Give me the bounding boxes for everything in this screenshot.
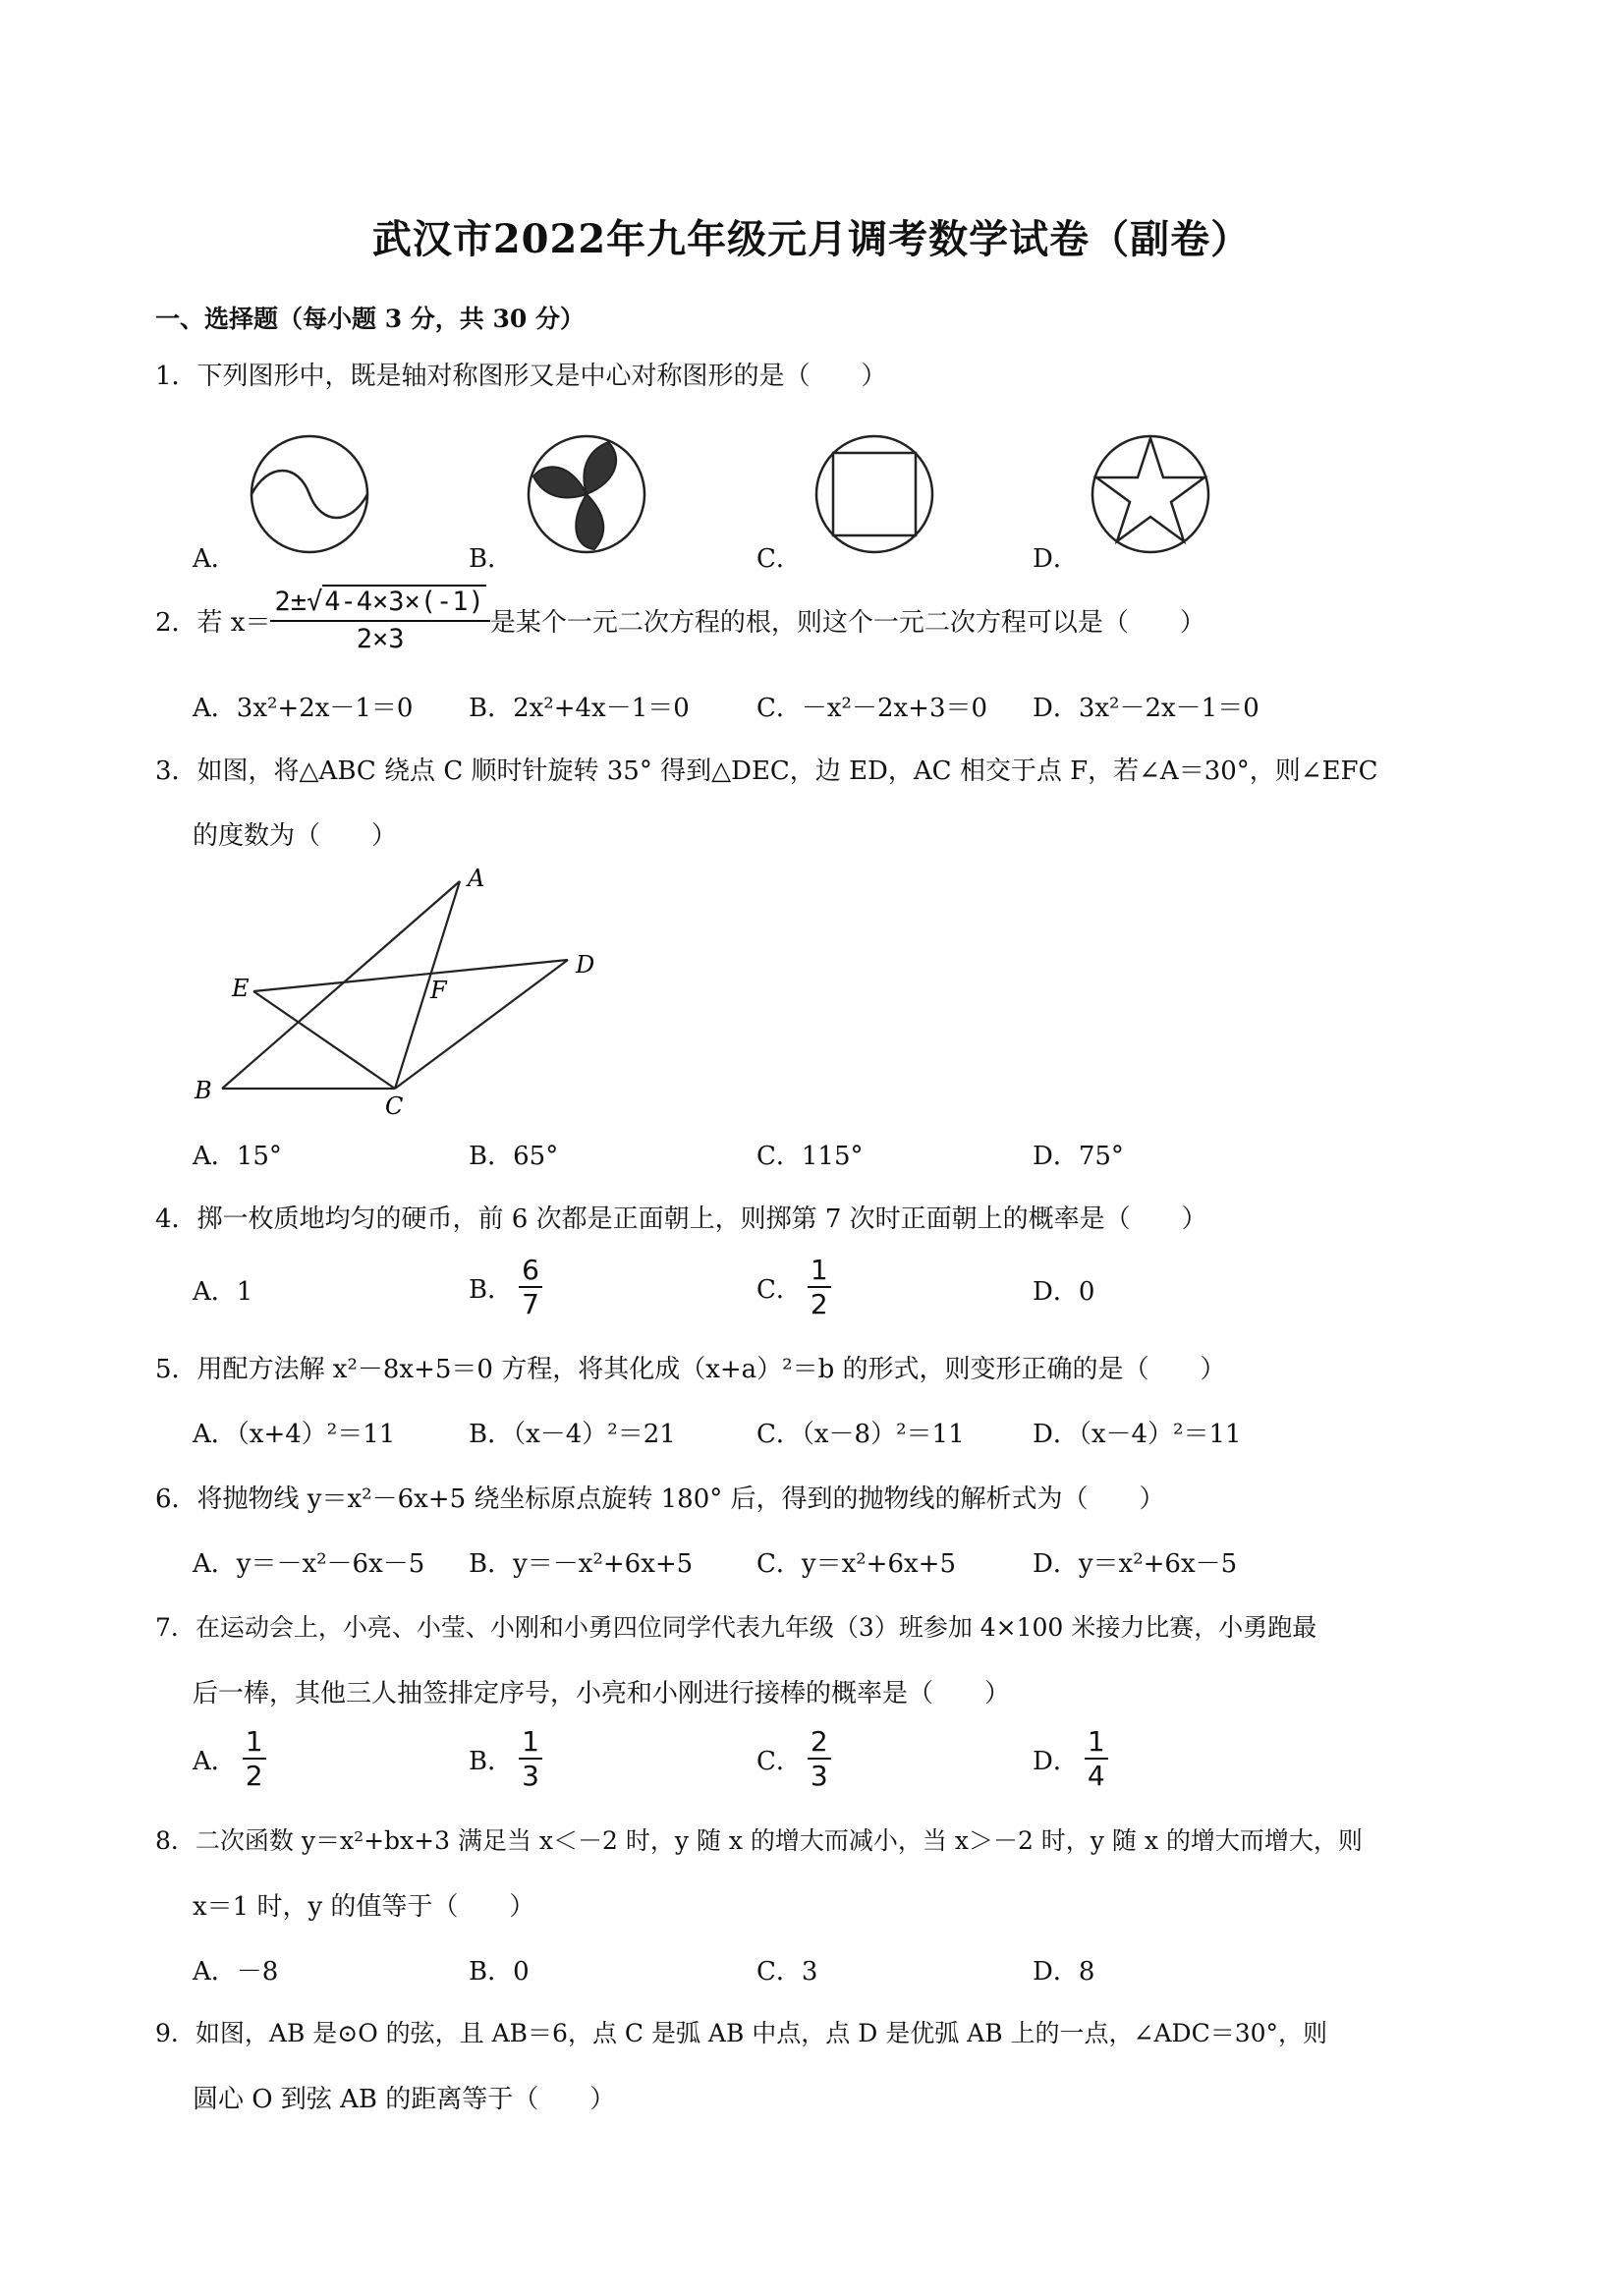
frac-den: 2 bbox=[810, 1288, 828, 1321]
q7-option-c-label: C． bbox=[756, 1746, 802, 1776]
q7-option-a bbox=[193, 1727, 266, 1791]
question-6-text: 6．将抛物线 y＝x²－6x+5 绕坐标原点旋转 180° 后，得到的抛物线的解析式为（ ） bbox=[155, 1484, 1165, 1514]
question-4-text: 4．掷一枚质地均匀的硬币，前 6 次都是正面朝上，则掷第 7 次时正面朝上的概率是（ ） bbox=[155, 1204, 1207, 1234]
q8-option-d: D．8 bbox=[1033, 1957, 1095, 1987]
q4-option-a: A．1 bbox=[193, 1277, 253, 1307]
question-5-text: 5．用配方法解 x²－8x+5＝0 方程，将其化成（x+a）²＝b 的形式，则变形正确的是（ ） bbox=[155, 1355, 1226, 1384]
point-a-label: A bbox=[468, 865, 485, 892]
q6-option-d: D．y＝x²+6x－5 bbox=[1033, 1549, 1238, 1579]
question-9-line2: 圆心 O 到弦 AB 的距离等于（ ） bbox=[193, 2085, 616, 2114]
question-1-text: 1．下列图形中，既是轴对称图形又是中心对称图形的是（ ） bbox=[155, 362, 887, 391]
q4-option-c-label: C． bbox=[756, 1274, 802, 1305]
q1-option-d: D． bbox=[1033, 544, 1079, 574]
question-3-line1: 3．如图，将△ABC 绕点 C 顺时针旋转 35° 得到△DEC，边 ED，AC 相交于点 F，若∠A＝30°，则∠EFC bbox=[155, 756, 1378, 786]
frac-den: 4 bbox=[1087, 1760, 1105, 1793]
q4-option-b bbox=[469, 1256, 542, 1319]
q7-option-d-label: D． bbox=[1033, 1746, 1079, 1776]
q7-option-c-fraction bbox=[808, 1727, 831, 1791]
q4-option-d: D．0 bbox=[1033, 1277, 1095, 1307]
q3-option-b: B．65° bbox=[469, 1142, 559, 1171]
q5-option-c: C．（x－8）²＝11 bbox=[756, 1420, 965, 1449]
frac-num: 1 bbox=[808, 1256, 831, 1288]
q2-frac-num-a: 2± bbox=[274, 587, 307, 617]
q7-option-d-fraction bbox=[1085, 1727, 1108, 1791]
question-3-line2: 的度数为（ ） bbox=[193, 821, 398, 851]
q7-option-a-fraction bbox=[243, 1727, 266, 1791]
q8-option-a: A．－8 bbox=[193, 1957, 279, 1987]
q2-option-a: A．3x²+2x－1＝0 bbox=[193, 694, 414, 723]
page-title: 武汉市2022年九年级元月调考数学试卷（副卷） bbox=[371, 216, 1252, 262]
q7-option-d bbox=[1033, 1727, 1108, 1791]
q2-frac-radicand: 4-4×3×(-1) bbox=[324, 587, 484, 617]
q7-option-b-fraction bbox=[519, 1727, 542, 1791]
q4-option-b-label: B． bbox=[469, 1274, 514, 1305]
question-8-line1: 8．二次函数 y＝x²+bx+3 满足当 x＜－2 时，y 随 x 的增大而减小，当 x＞－2 时，y 随 x 的增大而增大，则 bbox=[155, 1826, 1363, 1855]
q3-option-a: A．15° bbox=[193, 1142, 282, 1171]
frac-num: 6 bbox=[519, 1256, 542, 1288]
frac-num: 2 bbox=[808, 1727, 831, 1760]
frac-num: 1 bbox=[1085, 1727, 1108, 1760]
q2-prefix: 2．若 x＝ bbox=[155, 608, 271, 639]
q6-option-b: B．y＝－x²+6x+5 bbox=[469, 1549, 694, 1579]
q1-option-c: C． bbox=[756, 544, 802, 574]
section-heading: 一、选择题（每小题 3 分，共 30 分） bbox=[155, 305, 586, 333]
q4-option-c bbox=[756, 1256, 831, 1319]
q8-option-b: B．0 bbox=[469, 1957, 530, 1987]
q2-suffix: 是某个一元二次方程的根，则这个一元二次方程可以是（ ） bbox=[489, 608, 1205, 639]
point-f-label: F bbox=[430, 977, 447, 1004]
q4-option-b-fraction bbox=[519, 1256, 542, 1319]
q1-option-b: B． bbox=[469, 544, 514, 574]
frac-den: 2 bbox=[245, 1760, 263, 1793]
q2-option-c: C．－x²－2x+3＝0 bbox=[756, 694, 988, 723]
question-7-line1: 7．在运动会上，小亮、小莹、小刚和小勇四位同学代表九年级（3）班参加 4×100 米接力比赛，小勇跑最 bbox=[155, 1613, 1317, 1642]
q2-option-d: D．3x²－2x－1＝0 bbox=[1033, 694, 1259, 723]
q1-option-a: A． bbox=[193, 544, 237, 574]
question-7-line2: 后一棒，其他三人抽签排定序号，小亮和小刚进行接棒的概率是（ ） bbox=[193, 1679, 1011, 1708]
q3-option-c: C．115° bbox=[756, 1142, 864, 1171]
q5-option-b: B．（x－4）²＝21 bbox=[469, 1420, 676, 1449]
frac-den: 7 bbox=[522, 1288, 539, 1321]
point-d-label: D bbox=[576, 951, 595, 979]
q2-frac-den: 2×3 bbox=[356, 623, 405, 654]
q5-option-d: D．（x－4）²＝11 bbox=[1033, 1420, 1242, 1449]
q4-option-c-fraction bbox=[808, 1256, 831, 1319]
q8-option-c: C．3 bbox=[756, 1957, 818, 1987]
q3-option-d: D．75° bbox=[1033, 1142, 1124, 1171]
sqrt-icon: √ bbox=[307, 587, 323, 617]
frac-den: 3 bbox=[810, 1760, 828, 1793]
frac-den: 3 bbox=[522, 1760, 539, 1793]
q5-option-a: A．（x+4）²＝11 bbox=[193, 1420, 396, 1449]
question-9-line1: 9．如图，AB 是⊙O 的弦，且 AB＝6，点 C 是弧 AB 中点，点 D 是优弧 AB 上的一点，∠ADC＝30°，则 bbox=[155, 2019, 1328, 2047]
point-b-label: B bbox=[195, 1077, 212, 1104]
q6-option-a: A．y＝－x²－6x－5 bbox=[193, 1549, 425, 1579]
q7-option-b bbox=[469, 1727, 542, 1791]
q7-option-c bbox=[756, 1727, 831, 1791]
frac-num: 1 bbox=[243, 1727, 266, 1760]
frac-num: 1 bbox=[519, 1727, 542, 1760]
question-8-line2: x＝1 时，y 的值等于（ ） bbox=[193, 1892, 535, 1922]
q7-option-a-label: A． bbox=[193, 1746, 237, 1776]
point-c-label: C bbox=[385, 1092, 404, 1120]
q2-option-b: B．2x²+4x－1＝0 bbox=[469, 694, 690, 723]
point-e-label: E bbox=[232, 975, 250, 1002]
q6-option-c: C．y＝x²+6x+5 bbox=[756, 1549, 956, 1579]
q7-option-b-label: B． bbox=[469, 1746, 514, 1776]
